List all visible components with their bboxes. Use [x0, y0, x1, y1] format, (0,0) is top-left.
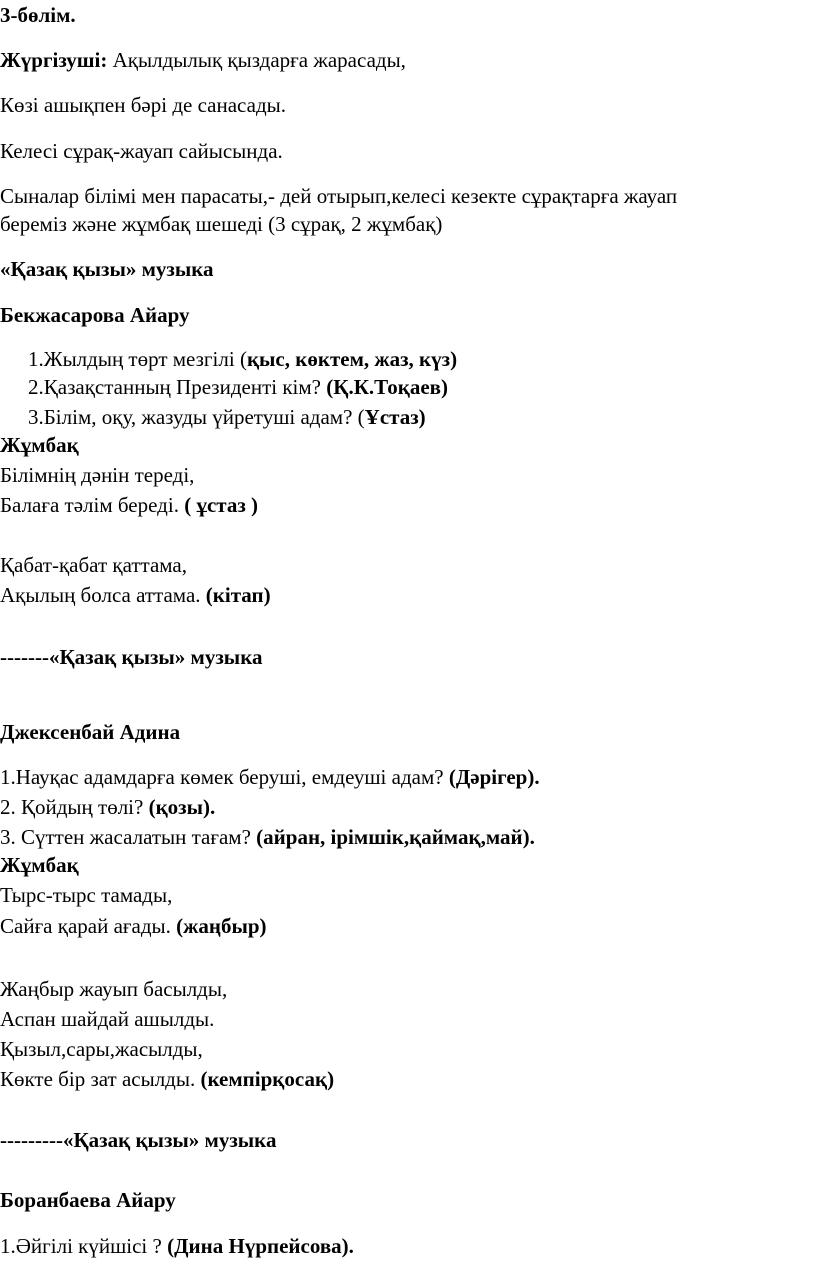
riddle-line: Сайға қарай ағады. (жаңбыр): [0, 914, 267, 938]
answer: (Дәрігер).: [448, 765, 540, 789]
question-2: 2.Қазақстанның Президенті кім? (Қ.К.Тоқаев): [28, 375, 448, 399]
riddle-line: Қызыл,сары,жасылды,: [0, 1037, 203, 1061]
riddle-line: Аспан шайдай ашылды.: [0, 1007, 215, 1031]
answer: Ұстаз): [364, 405, 426, 429]
participant-name: Бекжасарова Айару: [0, 303, 190, 327]
participant-name: Джексенбай Адина: [0, 720, 181, 744]
intro-line-2: Көзі ашықпен бәрі де санасады.: [0, 93, 286, 117]
riddle-line: Көкте бір зат асылды. (кемпірқосақ): [0, 1067, 335, 1091]
question-2: 2. Қойдың төлі? (қозы).: [0, 795, 216, 819]
answer: ( ұстаз ): [184, 493, 259, 517]
answer: (қозы).: [148, 795, 216, 819]
music-cue: «Қазақ қызы» музыка: [0, 257, 214, 281]
riddle-line: Білімнің дәнін тереді,: [0, 463, 195, 487]
participant-name: Боранбаева Айару: [0, 1188, 176, 1212]
riddle-heading: Жұмбақ: [0, 433, 79, 457]
question-1: 1.Науқас адамдарға көмек беруші, емдеуші адам? (Дәрігер).: [0, 765, 540, 789]
answer: (Қ.К.Тоқаев): [326, 375, 448, 399]
riddle-heading: Жұмбақ: [0, 853, 79, 877]
question-3: 3.Білім, оқу, жазуды үйретуші адам? (Ұстаз): [28, 405, 426, 429]
intro-line-4: Сыналар білімі мен парасаты,- дей отырып,келесі кезекте сұрақтарға жауап: [0, 184, 678, 208]
answer: (кемпірқосақ): [200, 1067, 335, 1091]
intro-text: Ақылдылық қыздарға жарасады,: [107, 48, 406, 72]
riddle-line: Ақылың болса аттама. (кітап): [0, 583, 271, 607]
section-title: 3-бөлім.: [0, 3, 76, 27]
intro-line-1: [0, 47, 406, 73]
music-cue: -------«Қазақ қызы» музыка: [0, 645, 263, 669]
music-cue: ---------«Қазақ қызы» музыка: [0, 1128, 277, 1152]
answer: (Дина Нүрпейсова).: [167, 1234, 354, 1258]
answer: қыс, көктем, жаз, күз): [246, 347, 458, 371]
riddle-line: Жаңбыр жауып басылды,: [0, 977, 228, 1001]
riddle-line: Тырс-тырс тамады,: [0, 883, 173, 907]
answer: (жаңбыр): [176, 914, 267, 938]
question-3: 3. Сүттен жасалатын тағам? (айран, ірімшік,қаймақ,май).: [0, 825, 535, 849]
intro-line-3: Келесі сұрақ-жауап сайысында.: [0, 139, 283, 163]
answer: (кітап): [205, 583, 271, 607]
question-1: 1.Әйгілі күйшісі ? (Дина Нүрпейсова).: [0, 1234, 354, 1258]
answer: (айран, ірімшік,қаймақ,май).: [256, 825, 535, 849]
intro-line-5: береміз және жұмбақ шешеді (3 сұрақ, 2 жұмбақ): [0, 212, 443, 236]
speaker-label: Жүргізуші:: [0, 48, 108, 72]
question-1: 1.Жылдың төрт мезгілі (қыс, көктем, жаз, күз): [28, 347, 458, 371]
riddle-line: Қабат-қабат қаттама,: [0, 553, 188, 577]
riddle-line: Балаға тәлім береді. ( ұстаз ): [0, 493, 259, 517]
